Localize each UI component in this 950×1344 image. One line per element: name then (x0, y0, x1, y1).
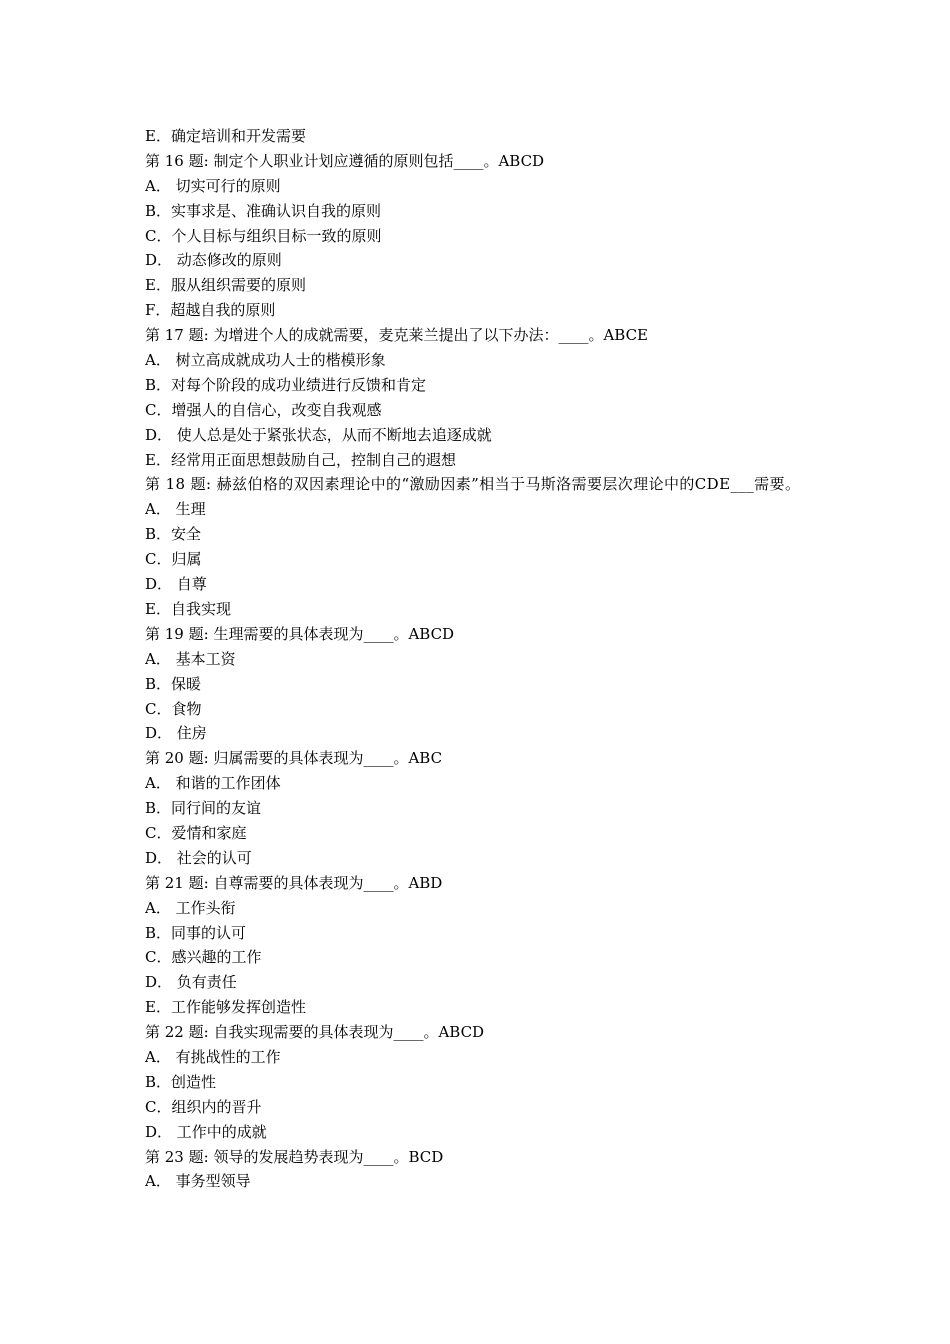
option-line: B．同行间的友谊 (145, 799, 262, 818)
question-line: 第 17 题: 为增进个人的成就需要，麦克莱兰提出了以下办法：____。ABCE (145, 326, 649, 345)
option-line: E．自我实现 (145, 599, 231, 618)
option-line: E．服从组织需要的原则 (145, 276, 306, 295)
option-line: B．实事求是、准确认识自我的原则 (145, 201, 382, 220)
option-line: A． 树立高成就成功人士的楷模形象 (145, 351, 386, 370)
option-line: B．对每个阶段的成功业绩进行反馈和肯定 (145, 375, 427, 394)
document-body (145, 124, 810, 1194)
option-line: C．爱情和家庭 (145, 823, 247, 842)
option-line: C．食物 (145, 699, 202, 718)
option-line: A． 切实可行的原则 (145, 176, 281, 195)
question-line: 第 20 题: 归属需要的具体表现为____。ABC (145, 749, 443, 768)
option-line: F．超越自我的原则 (145, 301, 276, 320)
option-line: D． 社会的认可 (145, 848, 252, 867)
option-line: E．经常用正面思想鼓励自己，控制自己的遐想 (145, 450, 456, 469)
option-line: B．安全 (145, 525, 202, 544)
option-line: C．组织内的晋升 (145, 1097, 262, 1116)
question-line: 第 16 题: 制定个人职业计划应遵循的原则包括____。ABCD (145, 151, 545, 170)
option-line: D． 使人总是处于紧张状态，从而不断地去追逐成就 (145, 425, 492, 444)
question-line: 第 21 题: 自尊需要的具体表现为____。ABD (145, 873, 443, 892)
question-line: 第 18 题: 赫兹伯格的双因素理论中的“激励因素”相当于马斯洛需要层次理论中的CDE___需要。 (145, 475, 801, 494)
option-line: E．工作能够发挥创造性 (145, 998, 306, 1017)
option-line: E．确定培训和开发需要 (145, 127, 306, 145)
option-line: B．保暖 (145, 674, 202, 693)
question-line: 第 19 题: 生理需要的具体表现为____。ABCD (145, 624, 455, 643)
question-line: 第 23 题: 领导的发展趋势表现为____。BCD (145, 1147, 444, 1166)
option-line: D． 动态修改的原则 (145, 251, 282, 270)
question-line: 第 22 题: 自我实现需要的具体表现为____。ABCD (145, 1023, 485, 1042)
option-line: A． 工作头衔 (145, 898, 236, 917)
option-line: C．归属 (145, 550, 202, 569)
option-line: C．个人目标与组织目标一致的原则 (145, 226, 382, 245)
option-line: B．创造性 (145, 1072, 217, 1091)
option-line: B．同事的认可 (145, 923, 247, 942)
option-line: D． 自尊 (145, 575, 207, 594)
option-line: A． 生理 (145, 500, 206, 519)
option-line: A． 和谐的工作团体 (145, 774, 281, 793)
option-line: D． 住房 (145, 724, 207, 743)
option-line: C．感兴趣的工作 (145, 948, 262, 967)
option-line: D． 工作中的成就 (145, 1122, 267, 1141)
option-line: A． 基本工资 (145, 649, 236, 668)
option-line: A． 有挑战性的工作 (145, 1047, 281, 1066)
option-line: A． 事务型领导 (145, 1172, 251, 1191)
option-line: D． 负有责任 (145, 973, 237, 992)
option-line: C．增强人的自信心，改变自我观感 (145, 400, 382, 419)
